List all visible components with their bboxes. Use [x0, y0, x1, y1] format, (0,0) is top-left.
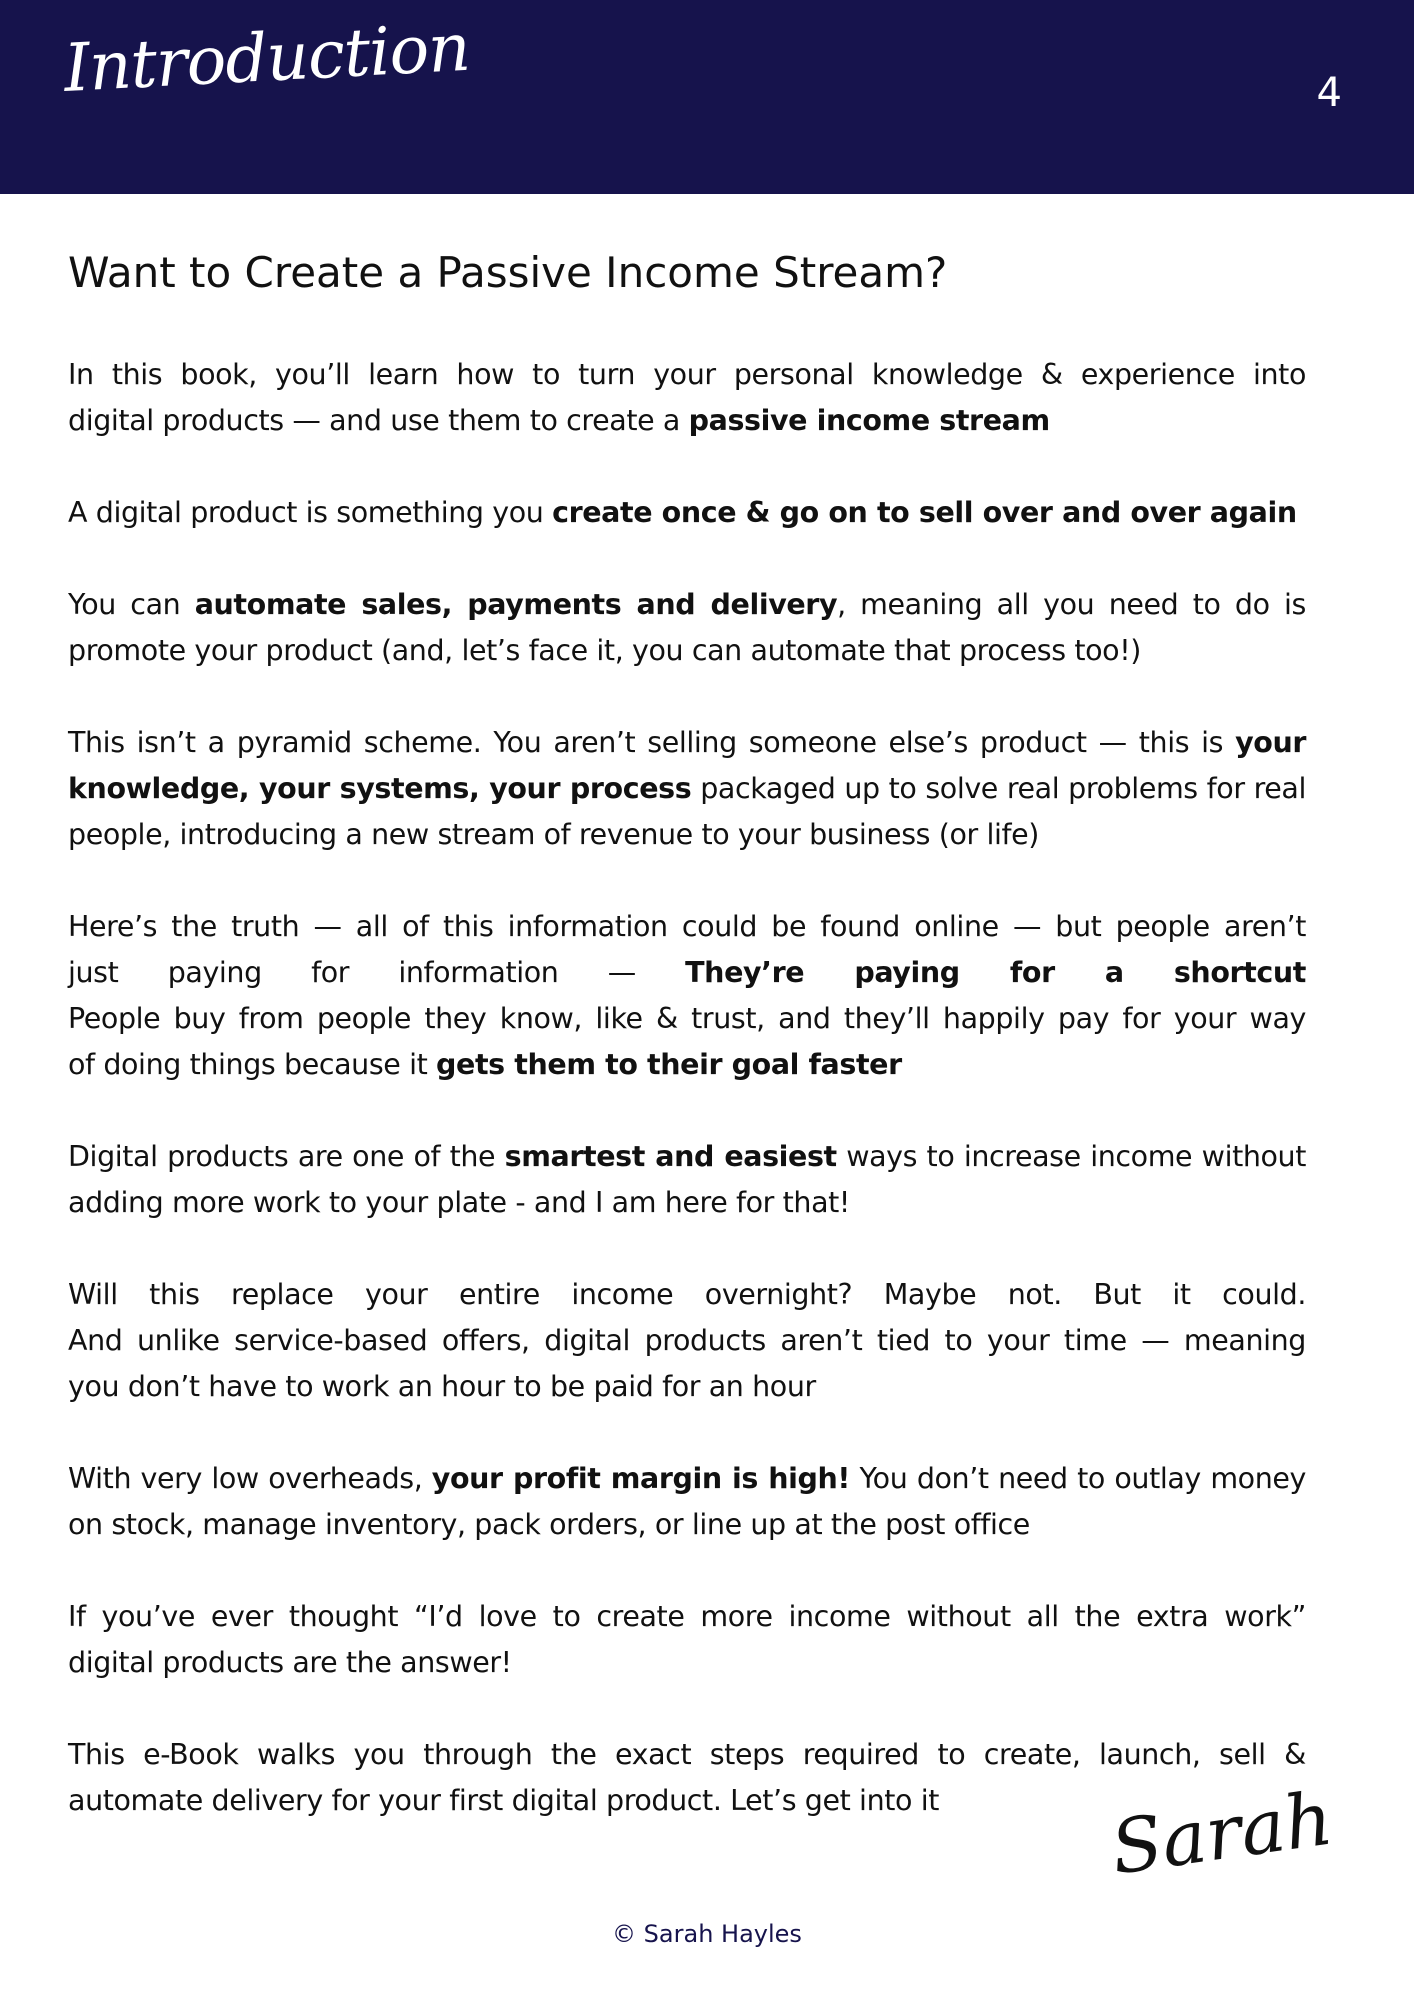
text-line	[68, 720, 1306, 766]
text-line	[68, 950, 1306, 996]
text-run: just paying for information —	[68, 956, 686, 989]
text-run: A digital product is something you	[68, 496, 553, 529]
bold-text: your profit margin is high!	[431, 1462, 851, 1495]
bold-text: They’re paying for a shortcut	[685, 956, 1306, 989]
paragraph	[68, 1594, 1306, 1686]
text-line	[68, 1134, 1306, 1180]
paragraph	[68, 352, 1306, 444]
paragraph	[68, 490, 1306, 536]
paragraph	[68, 904, 1306, 1088]
text-line	[68, 1180, 1306, 1226]
text-run: ways to increase income without	[836, 1140, 1306, 1173]
text-line	[68, 996, 1306, 1042]
text-run: You don’t need to outlay money	[850, 1462, 1306, 1495]
text-line	[68, 352, 1306, 398]
text-run: packaged up to solve real problems for real	[691, 772, 1306, 805]
text-line	[68, 628, 1306, 674]
text-run: adding more work to your plate - and I am here for that!	[68, 1186, 850, 1219]
bold-text: passive income stream	[688, 404, 1050, 437]
text-line	[68, 1732, 1306, 1778]
text-line	[68, 1594, 1306, 1640]
text-run: promote your product (and, let’s face it, you can automate that process too!)	[68, 634, 1141, 667]
text-run: you don’t have to work an hour to be paid for an hour	[68, 1370, 816, 1403]
text-line	[68, 1640, 1306, 1686]
text-run: of doing things because it	[68, 1048, 437, 1081]
text-run: , meaning all you need to do is	[837, 588, 1306, 621]
bold-text: create once & go on to sell over and over again	[552, 496, 1297, 529]
bold-text: knowledge, your systems, your process	[68, 772, 692, 805]
text-line	[68, 398, 1306, 444]
text-run: Here’s the truth — all of this information could be found online — but people aren’t	[68, 910, 1306, 943]
text-run: In this book, you’ll learn how to turn your personal knowledge & experience into	[68, 358, 1306, 391]
section-title: Introduction	[61, 8, 472, 107]
text-line	[68, 812, 1306, 858]
text-run: And unlike service-based offers, digital products aren’t tied to your time — meaning	[68, 1324, 1306, 1357]
paragraph	[68, 1134, 1306, 1226]
signature: Sarah	[1106, 1775, 1338, 1892]
text-run: digital products — and use them to create a	[68, 404, 689, 437]
text-run: You can	[68, 588, 195, 621]
text-run: Digital products are one of the	[68, 1140, 505, 1173]
text-run: automate delivery for your first digital product. Let’s get into it	[68, 1784, 940, 1817]
text-run: This e-Book walks you through the exact steps required to create, launch, sell &	[68, 1738, 1306, 1771]
body-text	[68, 352, 1306, 1870]
text-run: on stock, manage inventory, pack orders, or line up at the post office	[68, 1508, 1030, 1541]
text-run: people, introducing a new stream of revenue to your business (or life)	[68, 818, 1040, 851]
text-line	[68, 904, 1306, 950]
bold-text: your	[1235, 726, 1306, 759]
bold-text: automate sales, payments and delivery	[194, 588, 838, 621]
text-line	[68, 1318, 1306, 1364]
text-run: This isn’t a pyramid scheme. You aren’t selling someone else’s product — this is	[68, 726, 1236, 759]
text-line	[68, 1502, 1306, 1548]
text-run: Will this replace your entire income overnight? Maybe not. But it could.	[68, 1278, 1306, 1311]
text-line	[68, 582, 1306, 628]
bold-text: smartest and easiest	[504, 1140, 837, 1173]
paragraph	[68, 582, 1306, 674]
text-run: With very low overheads,	[68, 1462, 432, 1495]
paragraph	[68, 1456, 1306, 1548]
page-title: Want to Create a Passive Income Stream?	[68, 248, 948, 297]
bold-text: gets them to their goal faster	[436, 1048, 902, 1081]
paragraph	[68, 720, 1306, 858]
text-line	[68, 1364, 1306, 1410]
text-line	[68, 1456, 1306, 1502]
text-line	[68, 490, 1306, 536]
header-banner	[0, 0, 1414, 194]
text-line	[68, 1042, 1306, 1088]
text-line	[68, 1272, 1306, 1318]
text-run: People buy from people they know, like & trust, and they’ll happily pay for your way	[68, 1002, 1306, 1035]
text-line	[68, 766, 1306, 812]
text-run: digital products are the answer!	[68, 1646, 512, 1679]
copyright-footer: © Sarah Hayles	[612, 1920, 802, 1948]
text-run: If you’ve ever thought “I’d love to create more income without all the extra work”	[68, 1600, 1306, 1633]
page-number: 4	[1316, 70, 1342, 116]
paragraph	[68, 1272, 1306, 1410]
